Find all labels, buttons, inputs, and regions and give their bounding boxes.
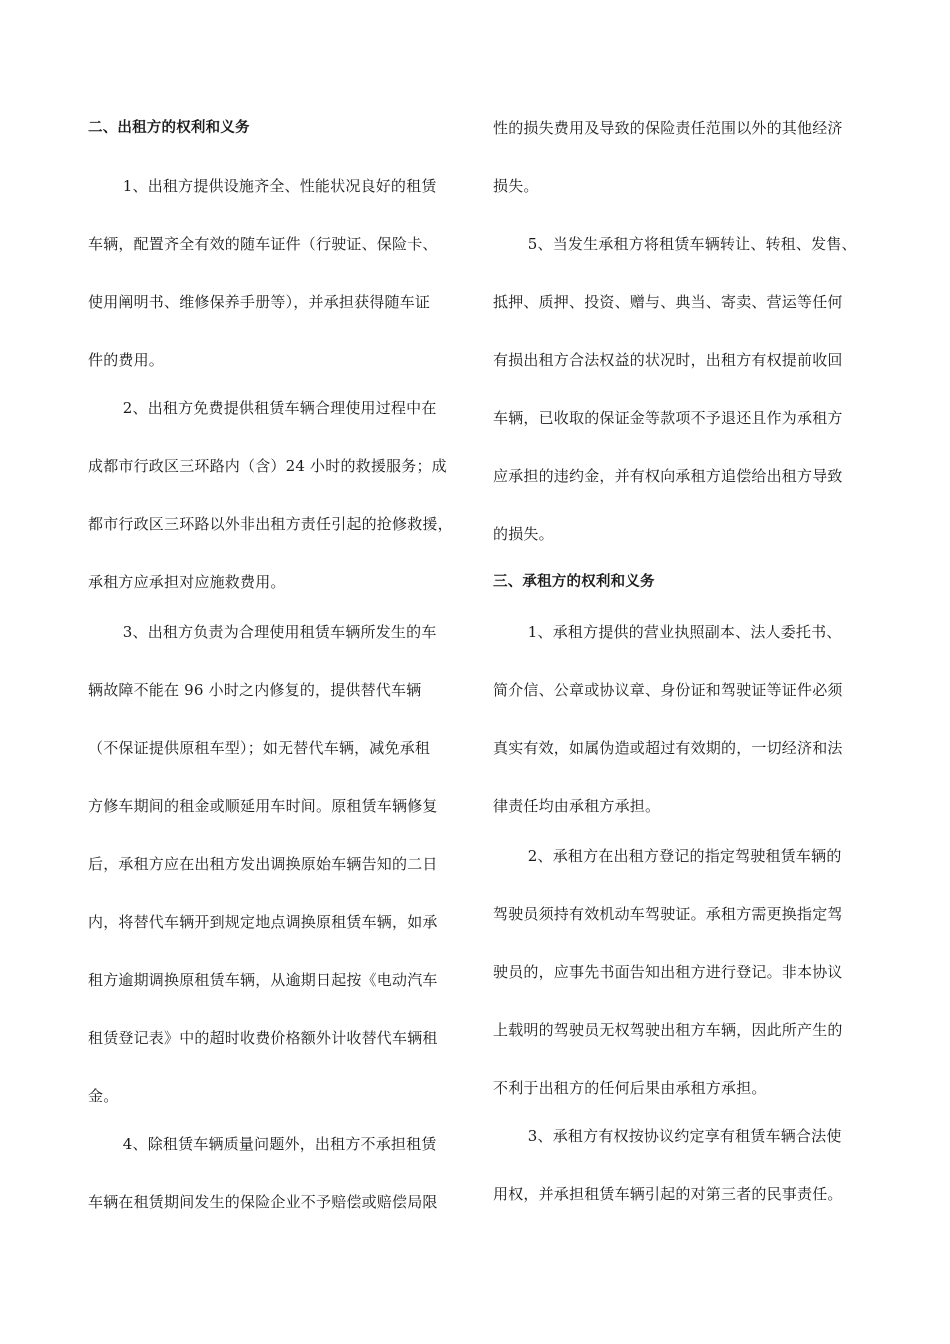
text-line: 方修车期间的租金或顺延用车时间。原租赁车辆修复	[88, 797, 438, 815]
text-line: 4、除租赁车辆质量问题外，出租方不承担租赁	[88, 1135, 437, 1153]
text-line: 车辆，配置齐全有效的随车证件（行驶证、保险卡、	[88, 235, 438, 253]
text-line: 用权，并承担租赁车辆引起的对第三者的民事责任。	[493, 1185, 843, 1203]
text-line: 律责任均由承租方承担。	[493, 797, 661, 815]
text-line: 辆故障不能在 96 小时之内修复的，提供替代车辆	[88, 681, 422, 699]
text-line: 上载明的驾驶员无权驾驶出租方车辆，因此所产生的	[493, 1021, 843, 1039]
text-line: 后，承租方应在出租方发出调换原始车辆告知的二日	[88, 855, 438, 873]
text-line: 不利于出租方的任何后果由承租方承担。	[493, 1079, 767, 1097]
section-heading: 三、承租方的权利和义务	[493, 574, 655, 590]
text-line: 性的损失费用及导致的保险责任范围以外的其他经济	[493, 119, 843, 137]
text-line: 1、出租方提供设施齐全、性能状况良好的租赁	[88, 177, 437, 195]
text-line: 抵押、质押、投资、赠与、典当、寄卖、营运等任何	[493, 293, 843, 311]
text-line: 成都市行政区三环路内（含）24 小时的救援服务；成	[88, 457, 447, 475]
text-line: 1、承租方提供的营业执照副本、法人委托书、	[493, 623, 842, 641]
text-line: 驶员的，应事先书面告知出租方进行登记。非本协议	[493, 963, 843, 981]
text-line: 2、承租方在出租方登记的指定驾驶租赁车辆的	[493, 847, 842, 865]
text-line: 车辆，已收取的保证金等款项不予退还且作为承租方	[493, 409, 843, 427]
text-line: 车辆在租赁期间发生的保险企业不予赔偿或赔偿局限	[88, 1193, 438, 1211]
text-line: 金。	[88, 1087, 119, 1105]
text-line: （不保证提供原租车型）；如无替代车辆，减免承租	[88, 739, 431, 757]
text-line: 承租方应承担对应施救费用。	[88, 573, 286, 591]
text-line: 2、出租方免费提供租赁车辆合理使用过程中在	[88, 399, 437, 417]
text-line: 都市行政区三环路以外非出租方责任引起的抢修救援，	[88, 515, 453, 533]
text-line: 租赁登记表》中的超时收费价格额外计收替代车辆租	[88, 1029, 438, 1047]
text-line: 租方逾期调换原租赁车辆，从逾期日起按《电动汽车	[88, 971, 438, 989]
text-line: 损失。	[493, 177, 539, 195]
text-line: 5、当发生承租方将租赁车辆转让、转租、发售、	[493, 235, 857, 253]
text-line: 驾驶员须持有效机动车驾驶证。承租方需更换指定驾	[493, 905, 843, 923]
text-line: 件的费用。	[88, 351, 165, 369]
text-line: 简介信、公章或协议章、身份证和驾驶证等证件必须	[493, 681, 843, 699]
text-line: 3、承租方有权按协议约定享有租赁车辆合法使	[493, 1127, 842, 1145]
text-line: 应承担的违约金，并有权向承租方追偿给出租方导致	[493, 467, 843, 485]
text-line: 使用阐明书、维修保养手册等），并承担获得随车证	[88, 293, 431, 311]
text-line: 真实有效，如属伪造或超过有效期的，一切经济和法	[493, 739, 843, 757]
text-line: 有损出租方合法权益的状况时，出租方有权提前收回	[493, 351, 843, 369]
section-heading: 二、出租方的权利和义务	[88, 120, 250, 136]
text-line: 内，将替代车辆开到规定地点调换原租赁车辆，如承	[88, 913, 438, 931]
text-line: 3、出租方负责为合理使用租赁车辆所发生的车	[88, 623, 437, 641]
text-line: 的损失。	[493, 525, 554, 543]
